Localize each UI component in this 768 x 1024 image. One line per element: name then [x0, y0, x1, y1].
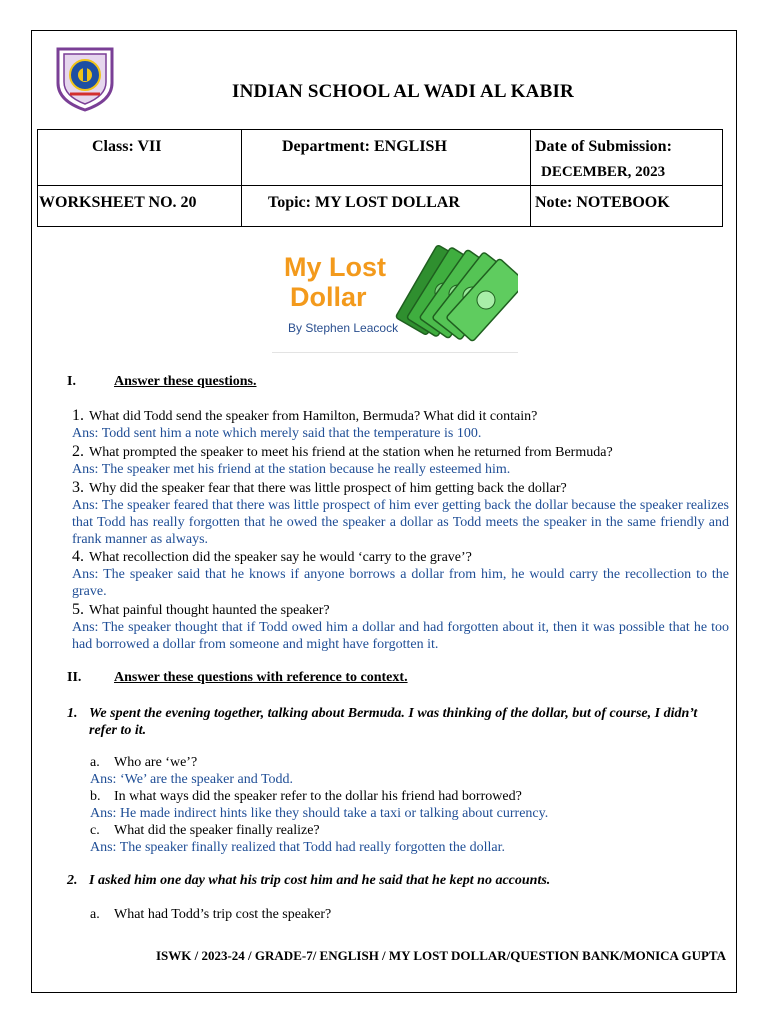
sub-question-letter: a. — [90, 755, 100, 770]
sub-answer-text: Ans: The speaker finally realized that Todd had really forgotten the dollar. — [90, 840, 506, 855]
answer-text: Ans: The speaker thought that if Todd owed him a dollar and had forgotten about it, then it was possible that he too had borrowed a dollar from someone and might have forgotten it. — [72, 620, 729, 652]
worksheet-info-table — [37, 129, 723, 227]
context-passage-2 — [67, 872, 729, 889]
department-cell — [242, 130, 531, 186]
banner-title-line2: Dollar — [290, 282, 367, 312]
topic-label: Topic: MY LOST DOLLAR — [268, 194, 460, 211]
note-label: Note: NOTEBOOK — [535, 194, 670, 211]
department-label: Department: ENGLISH — [282, 138, 447, 155]
worksheet-cell — [38, 186, 242, 227]
sub-question-letter: a. — [90, 907, 100, 922]
banner-divider — [272, 352, 518, 353]
submission-cell — [531, 130, 723, 186]
my-lost-dollar-banner — [272, 230, 518, 352]
submission-date-value: DECEMBER, 2023 — [541, 164, 666, 180]
sub-answer-text: Ans: He made indirect hints like they should take a taxi or talking about currency. — [90, 806, 549, 821]
question-number: 1. — [72, 407, 84, 424]
question-block-3 — [72, 479, 729, 548]
sub-question-1b — [90, 788, 730, 822]
sub-question-text: What had Todd’s trip cost the speaker? — [114, 907, 332, 922]
answer-text: Ans: The speaker met his friend at the station because he really esteemed him. — [72, 462, 511, 477]
context-text: I asked him one day what his trip cost him and he said that he kept no accounts. — [89, 873, 551, 888]
page-footer: ISWK / 2023-24 / GRADE-7/ ENGLISH / MY LOST DOLLAR/QUESTION BANK/MONICA GUPTA — [155, 948, 726, 963]
banner-title-line1: My Lost — [284, 252, 387, 282]
answer-text: Ans: Todd sent him a note which merely said that the temperature is 100. — [72, 426, 482, 441]
section1-title: Answer these questions. — [114, 374, 257, 389]
answer-text: Ans: The speaker said that he knows if anyone borrows a dollar from him, he would carry the recollection to the grave. — [72, 567, 729, 599]
class-cell — [38, 130, 242, 186]
school-name: INDIAN SCHOOL AL WADI AL KABIR — [232, 81, 574, 102]
worksheet-number: WORKSHEET NO. 20 — [39, 194, 197, 211]
sub-question-text: Who are ‘we’? — [114, 755, 198, 770]
sub-question-2a — [90, 906, 730, 923]
sub-question-1a — [90, 754, 730, 788]
banner-author: By Stephen Leacock — [288, 321, 399, 335]
question-number: 3. — [72, 479, 84, 496]
submission-date-label: Date of Submission: — [535, 138, 672, 155]
question-number: 2. — [72, 443, 84, 460]
question-block-2 — [72, 443, 729, 478]
question-text: What did Todd send the speaker from Hamilton, Bermuda? What did it contain? — [89, 409, 538, 424]
question-number: 4. — [72, 548, 84, 565]
section2-title: Answer these questions with reference to context. — [114, 670, 408, 685]
question-block-4 — [72, 548, 729, 600]
sub-question-text: What did the speaker finally realize? — [114, 823, 320, 838]
sub-question-letter: c. — [90, 823, 100, 838]
question-block-5 — [72, 601, 729, 653]
question-text: What recollection did the speaker say he would ‘carry to the grave’? — [89, 550, 472, 565]
question-number: 5. — [72, 601, 84, 618]
context-passage-1 — [67, 705, 729, 739]
question-text: Why did the speaker fear that there was little prospect of him getting back the dollar? — [89, 481, 567, 496]
section1-number: I. — [67, 374, 76, 389]
topic-cell — [242, 186, 531, 227]
answer-text: Ans: The speaker feared that there was little prospect of him ever getting back the dollar because the speaker realizes that Todd has really forgotten that he owed the speaker a dollar as Todd meets the speaker in the same friendly and frank manner as always. — [72, 498, 729, 547]
context-number: 2. — [67, 873, 78, 888]
sub-question-text: In what ways did the speaker refer to the dollar his friend had borrowed? — [114, 789, 522, 804]
class-label: Class: VII — [92, 138, 162, 155]
section2-number: II. — [67, 670, 82, 685]
sub-answer-text: Ans: ‘We’ are the speaker and Todd. — [90, 772, 294, 787]
sub-question-1c — [90, 822, 730, 856]
sub-question-letter: b. — [90, 789, 101, 804]
note-cell — [531, 186, 723, 227]
question-text: What prompted the speaker to meet his friend at the station when he returned from Bermuda? — [89, 445, 613, 460]
context-number: 1. — [67, 706, 78, 721]
question-block-1 — [72, 407, 729, 442]
question-text: What painful thought haunted the speaker? — [89, 603, 330, 618]
context-text: We spent the evening together, talking about Bermuda. I was thinking of the dollar, but of course, I didn’t refer to it. — [89, 706, 698, 738]
